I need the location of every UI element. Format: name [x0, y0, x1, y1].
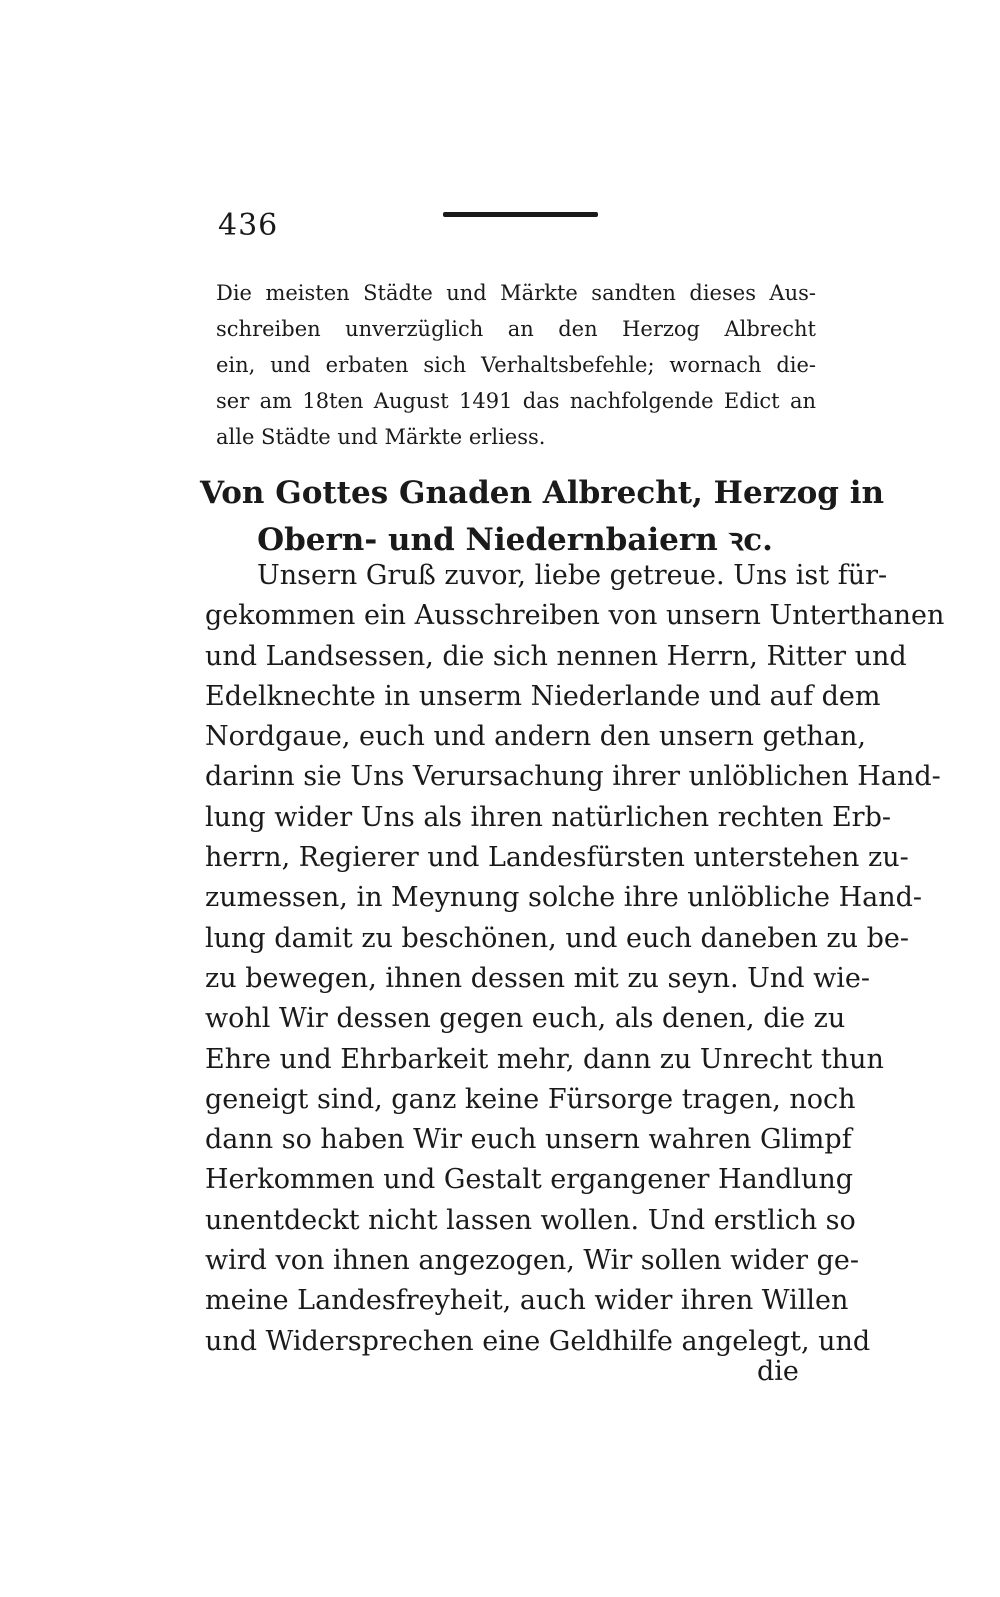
header-rule — [443, 212, 598, 217]
body-line: und Landsessen, die sich nennen Herrn, Ritter und — [205, 640, 907, 672]
body-line: lung damit zu beschönen, und euch daneben zu be- — [205, 922, 910, 954]
body-line: dann so haben Wir euch unsern wahren Glimpf — [205, 1124, 852, 1156]
body-line: Herkommen und Gestalt ergangener Handlung — [205, 1164, 854, 1196]
intro-line: ser am 18ten August 1491 das nachfolgende Edict an — [216, 389, 816, 413]
page-number: 436 — [218, 208, 279, 243]
body-line: unentdeckt nicht lassen wollen. Und erstlich so — [205, 1204, 856, 1236]
intro-line: Die meisten Städte und Märkte sandten dieses Aus- — [216, 281, 816, 305]
body-line: zumessen, in Meynung solche ihre unlöbliche Hand- — [205, 882, 923, 914]
body-line: zu bewegen, ihnen dessen mit zu seyn. Und wie- — [205, 962, 871, 994]
body-line: darinn sie Uns Verursachung ihrer unlöblichen Hand- — [205, 761, 941, 793]
body-line: wohl Wir dessen gegen euch, als denen, die zu — [205, 1003, 846, 1035]
body-line: lung wider Uns als ihren natürlichen rechten Erb- — [205, 801, 891, 833]
heading-line: Obern- und Niedernbaiern ꝛc. — [257, 522, 773, 558]
heading-line: Von Gottes Gnaden Albrecht, Herzog in — [200, 475, 885, 511]
catchword: die — [757, 1356, 799, 1387]
intro-line: schreiben unverzüglich an den Herzog Albrecht — [216, 317, 816, 341]
body-line: geneigt sind, ganz keine Fürsorge tragen, noch — [205, 1083, 856, 1115]
body-line: herrn, Regierer und Landesfürsten unterstehen zu- — [205, 842, 909, 874]
edict-body — [205, 556, 945, 1362]
body-line: Unsern Gruß zuvor, liebe getreue. Uns ist für- — [257, 560, 888, 591]
edict-heading — [200, 470, 885, 564]
body-line: gekommen ein Ausschreiben von unsern Unterthanen — [205, 600, 945, 632]
body-line: wird von ihnen angezogen, Wir sollen wider ge- — [205, 1245, 860, 1277]
body-line: Nordgaue, euch und andern den unsern gethan, — [205, 721, 867, 753]
intro-paragraph — [216, 275, 816, 455]
body-line: Ehre und Ehrbarkeit mehr, dann zu Unrecht thun — [205, 1043, 884, 1075]
body-line: Edelknechte in unserm Niederlande und auf dem — [205, 680, 881, 712]
body-line: und Widersprechen eine Geldhilfe angelegt, und — [205, 1325, 871, 1357]
intro-line: ein, und erbaten sich Verhaltsbefehle; wornach die- — [216, 353, 816, 377]
body-line: meine Landesfreyheit, auch wider ihren Willen — [205, 1285, 849, 1317]
intro-line: alle Städte und Märkte erliess. — [216, 425, 546, 449]
